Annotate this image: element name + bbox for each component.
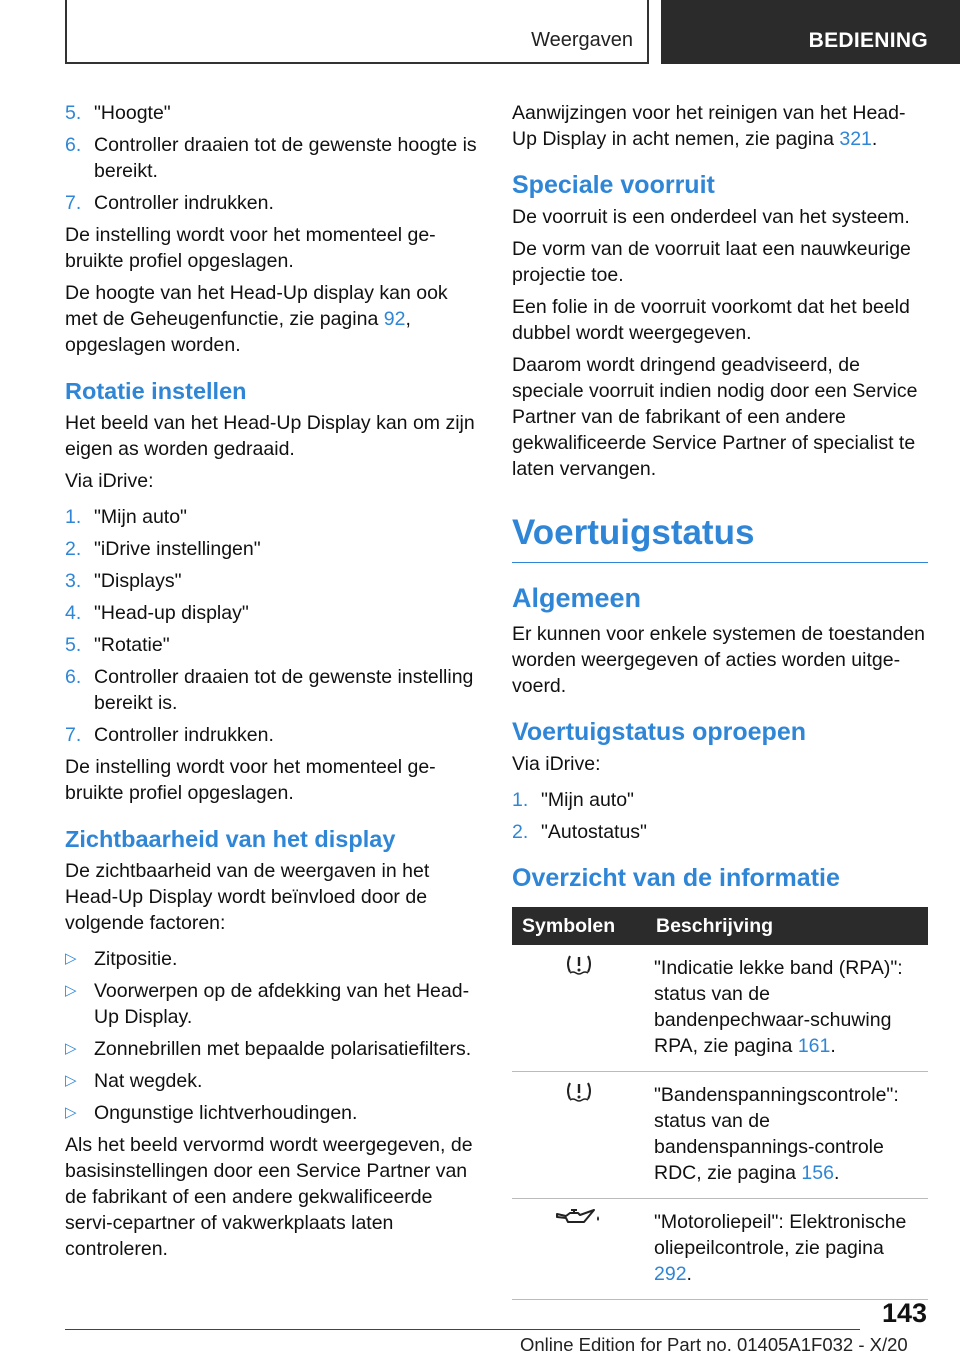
bullet-text: Zitpositie. bbox=[94, 948, 178, 970]
tire-pressure-warning-icon bbox=[564, 1080, 594, 1102]
paragraph: Het beeld van het Head-Up Display kan om zijn eigen as worden gedraaid. bbox=[65, 412, 475, 460]
step-list-rotatie bbox=[65, 504, 480, 748]
list-item bbox=[65, 632, 480, 658]
step-number: 4. bbox=[65, 602, 82, 624]
list-item bbox=[65, 100, 480, 126]
list-item bbox=[65, 978, 480, 1030]
bullet-text: Zonnebrillen met bepaalde polarisatiefilters. bbox=[94, 1038, 472, 1060]
step-text: "Hoogte" bbox=[94, 102, 171, 124]
edition-text: Online Edition for Part no. 01405A1F032 - X/20 bbox=[520, 1334, 908, 1355]
table-row bbox=[512, 945, 928, 1072]
step-text: "Mijn auto" bbox=[541, 789, 634, 811]
section-heading: Overzicht van de informatie bbox=[512, 864, 840, 892]
list-item bbox=[65, 946, 480, 972]
page-link[interactable]: 292 bbox=[654, 1263, 687, 1285]
step-number: 1. bbox=[65, 506, 82, 528]
step-list-top bbox=[65, 100, 480, 216]
text: Aanwijzingen voor het reinigen van het Head-Up Display in acht nemen, zie pagina bbox=[512, 102, 906, 150]
step-number: 3. bbox=[65, 570, 82, 592]
step-text: Controller draaien tot de gewenste instelling bereikt is. bbox=[94, 666, 474, 714]
page-link[interactable]: 92 bbox=[383, 308, 406, 330]
list-item bbox=[65, 536, 480, 562]
paragraph: Als het beeld vervormd wordt weergegeven, de basisinstellingen door een Service Partner van de fabrikant of een andere gekwalificeerde servi-cepartner of vakwerkplaats laten controleren. bbox=[65, 1134, 473, 1260]
page-link[interactable]: 321 bbox=[839, 128, 872, 150]
step-number: 5. bbox=[65, 634, 82, 656]
step-number: 6. bbox=[65, 666, 82, 688]
oil-can-icon bbox=[554, 1207, 604, 1229]
step-text: Controller indrukken. bbox=[94, 724, 274, 746]
paragraph: De vorm van de voorruit laat een nauwkeurige projectie toe. bbox=[512, 238, 911, 286]
text: , opgeslagen worden. bbox=[65, 308, 411, 356]
bullet-text: Voorwerpen op de afdekking van het Head-Up Display. bbox=[94, 980, 470, 1028]
bullet-list bbox=[65, 946, 480, 1126]
text: "Indicatie lekke band (RPA)": status van de bandenpechwaar-schuwing RPA, zie pagina bbox=[654, 957, 903, 1057]
step-number: 7. bbox=[65, 724, 82, 746]
text: . bbox=[686, 1263, 692, 1285]
step-number: 1. bbox=[512, 789, 529, 811]
section-heading: Zichtbaarheid van het display bbox=[65, 826, 396, 852]
step-text: "Displays" bbox=[94, 570, 182, 592]
section-heading: Algemeen bbox=[512, 583, 642, 613]
info-table bbox=[512, 907, 928, 1300]
column-header-symbolen: Symbolen bbox=[512, 907, 646, 945]
table-row bbox=[512, 1072, 928, 1199]
table-header-row bbox=[512, 907, 928, 945]
step-text: "Autostatus" bbox=[541, 821, 647, 843]
paragraph: Er kunnen voor enkele systemen de toestanden worden weergegeven of acties worden uitge-voerd. bbox=[512, 623, 926, 697]
page-link[interactable]: 156 bbox=[801, 1162, 834, 1184]
right-column bbox=[512, 100, 928, 1300]
description-cell bbox=[646, 1199, 928, 1300]
column-header-beschrijving: Beschrijving bbox=[646, 907, 928, 945]
footer-divider bbox=[65, 1329, 860, 1330]
section-heading: Rotatie instellen bbox=[65, 378, 247, 404]
step-number: 6. bbox=[65, 134, 82, 156]
list-item bbox=[65, 132, 480, 184]
page-number: 143 bbox=[881, 1298, 927, 1328]
left-column bbox=[65, 100, 480, 1268]
step-text: "Mijn auto" bbox=[94, 506, 187, 528]
triangle-bullet-icon: ▷ bbox=[65, 1040, 77, 1057]
bullet-text: Ongunstige lichtverhoudingen. bbox=[94, 1102, 358, 1124]
paragraph: Daarom wordt dringend geadviseerd, de speciale voorruit indien nodig door een Service Partner van de fabrikant of een andere gekwalificeerde Service Partner of specialist te laten vervangen. bbox=[512, 354, 918, 480]
list-item bbox=[512, 787, 928, 813]
paragraph bbox=[512, 100, 928, 152]
paragraph: De instelling wordt voor het momenteel ge-bruikte profiel opgeslagen. bbox=[65, 756, 436, 804]
text: . bbox=[830, 1035, 836, 1057]
step-number: 5. bbox=[65, 102, 82, 124]
list-item bbox=[65, 722, 480, 748]
triangle-bullet-icon: ▷ bbox=[65, 950, 77, 967]
chapter-heading: Voertuigstatus bbox=[512, 510, 928, 563]
list-item bbox=[65, 664, 480, 716]
description-cell bbox=[646, 945, 928, 1072]
header-left-frame bbox=[65, 0, 649, 64]
triangle-bullet-icon: ▷ bbox=[65, 982, 77, 999]
list-item bbox=[65, 1100, 480, 1126]
bullet-text: Nat wegdek. bbox=[94, 1070, 203, 1092]
header-chapter-tab bbox=[661, 0, 960, 64]
list-item bbox=[65, 600, 480, 626]
page-link[interactable]: 161 bbox=[797, 1035, 831, 1057]
list-item bbox=[512, 819, 928, 845]
table-row bbox=[512, 1199, 928, 1300]
symbol-cell bbox=[512, 1072, 646, 1199]
tire-pressure-warning-icon bbox=[564, 953, 594, 975]
text: "Motoroliepeil": Elektronische oliepeilcontrole, zie pagina bbox=[654, 1211, 907, 1259]
step-text: Controller draaien tot de gewenste hoogte is bereikt. bbox=[94, 134, 477, 182]
text: "Bandenspanningscontrole": status van de bandenspannings-controle RDC, zie pagina bbox=[654, 1084, 899, 1184]
list-item bbox=[65, 1036, 480, 1062]
list-item bbox=[65, 190, 480, 216]
description-cell bbox=[646, 1072, 928, 1199]
text: De hoogte van het Head-Up display kan ook met de Geheugenfunctie, zie pagina bbox=[65, 282, 448, 330]
section-heading: Speciale voorruit bbox=[512, 171, 715, 199]
section-title: Weergaven bbox=[531, 29, 633, 51]
symbol-cell bbox=[512, 1199, 646, 1300]
step-number: 2. bbox=[65, 538, 82, 560]
triangle-bullet-icon: ▷ bbox=[65, 1104, 77, 1121]
paragraph bbox=[65, 280, 480, 358]
triangle-bullet-icon: ▷ bbox=[65, 1072, 77, 1089]
text: . bbox=[871, 128, 878, 150]
list-item bbox=[65, 504, 480, 530]
paragraph: De voorruit is een onderdeel van het systeem. bbox=[512, 206, 910, 228]
paragraph: Via iDrive: bbox=[65, 470, 154, 492]
step-text: "Head-up display" bbox=[94, 602, 249, 624]
step-text: "iDrive instellingen" bbox=[94, 538, 261, 560]
list-item bbox=[65, 1068, 480, 1094]
step-number: 7. bbox=[65, 192, 82, 214]
step-list-oproepen bbox=[512, 787, 928, 845]
text: . bbox=[833, 1162, 840, 1184]
chapter-title: BEDIENING bbox=[808, 29, 928, 52]
step-number: 2. bbox=[512, 821, 529, 843]
paragraph: Een folie in de voorruit voorkomt dat het beeld dubbel wordt weergegeven. bbox=[512, 296, 910, 344]
paragraph: De instelling wordt voor het momenteel ge-bruikte profiel opgeslagen. bbox=[65, 224, 436, 272]
symbol-cell bbox=[512, 945, 646, 1072]
section-heading: Voertuigstatus oproepen bbox=[512, 718, 807, 746]
paragraph: Via iDrive: bbox=[512, 753, 601, 775]
list-item bbox=[65, 568, 480, 594]
step-text: Controller indrukken. bbox=[94, 192, 274, 214]
step-text: "Rotatie" bbox=[94, 634, 170, 656]
paragraph: De zichtbaarheid van de weergaven in het Head-Up Display wordt beïnvloed door de volgende factoren: bbox=[65, 860, 430, 934]
